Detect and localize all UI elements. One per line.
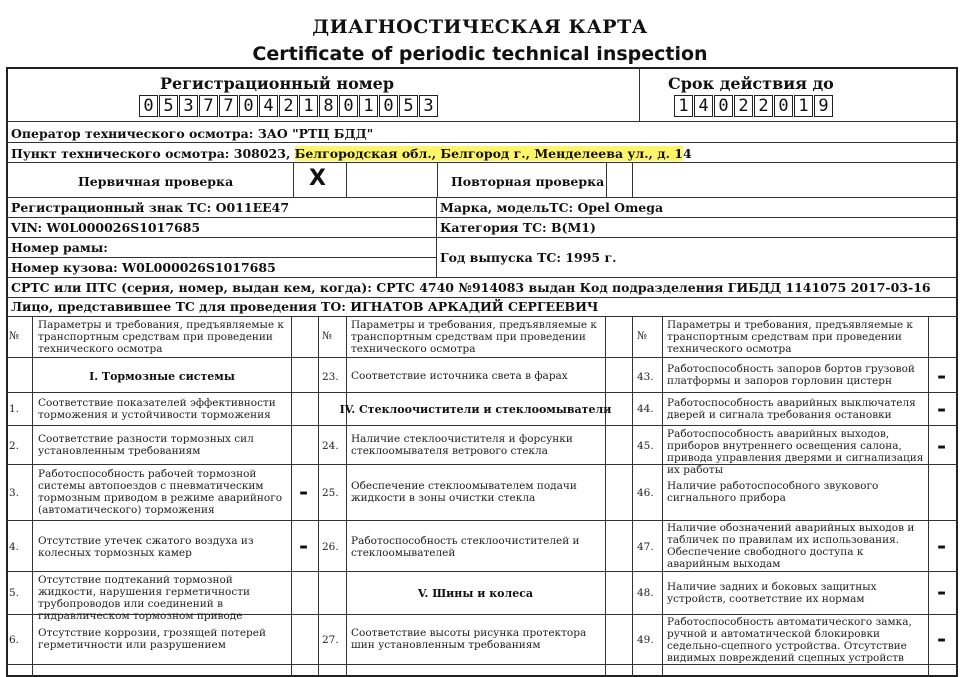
- title-en: Certificate of periodic technical inspection: [252, 43, 708, 65]
- row-text: Отсутствие подтеканий тормозной жидкости, нарушения герметичности трубопроводов или соединений в гидравлическом тормозном приводе: [38, 574, 251, 622]
- row-text: Наличие обозначений аварийных выходов и табличек по правилам их использования. Обеспечение свободного доступа к аварийным выходам: [667, 522, 915, 570]
- row-text: Наличие стеклоочистителя и форсунки стеклоомывателя ветрового стекла: [351, 433, 573, 457]
- operator-line: Оператор технического осмотра: ЗАО "РТЦ БДД": [11, 126, 374, 141]
- num-header: №: [322, 330, 332, 342]
- primary-check-mark: X: [309, 166, 326, 191]
- row-text: Соответствие высоты рисунка протектора шин установленным требованиям: [351, 627, 587, 651]
- result-mark: -: [299, 479, 309, 505]
- row-text: Наличие задних и боковых защитных устройств, соответствие их нормам: [667, 581, 877, 605]
- row-number: 25.: [322, 487, 339, 499]
- body-number: Номер кузова: W0L000026S1017685: [11, 260, 276, 275]
- frame-number: Номер рамы:: [11, 240, 108, 255]
- reg-digit: 5: [399, 95, 418, 117]
- date-digit: 1: [674, 95, 693, 117]
- row-number: 43.: [637, 371, 654, 383]
- reg-digit: 3: [179, 95, 198, 117]
- result-mark: -: [937, 533, 947, 559]
- row-text: Работоспособность аварийных выключателя дверей и сигнала требования остановки: [667, 397, 916, 421]
- row-text: Работоспособность стеклоочистителей и стеклоомывателей: [351, 535, 580, 559]
- reg-sign: Регистрационный знак ТС: О011ЕЕ47: [11, 200, 290, 215]
- row-text: Отсутствие утечек сжатого воздуха из колесных тормозных камер: [38, 535, 254, 559]
- reg-digit: 0: [339, 95, 358, 117]
- registration-number: [139, 95, 439, 117]
- param-header: Параметры и требования, предъявляемые к транспортным средствам при проведении технического осмотра: [351, 319, 597, 355]
- title-ru: ДИАГНОСТИЧЕСКАЯ КАРТА: [312, 16, 648, 38]
- reg-digit: 0: [379, 95, 398, 117]
- reg-digit: 2: [279, 95, 298, 117]
- result-mark: -: [937, 363, 947, 389]
- row-text: Работоспособность автоматического замка, ручной и автоматической блокировки седельно-сцепного устройства. Отсутствие видимых повреждений сцепных устройств: [667, 616, 912, 664]
- row-number: 48.: [637, 587, 654, 599]
- result-mark: -: [937, 579, 947, 605]
- row-number: 44.: [637, 403, 654, 415]
- row-number: 47.: [637, 541, 654, 553]
- row-text: Соответствие источника света в фарах: [351, 370, 568, 382]
- point-prefix: Пункт технического осмотра: 308023,: [11, 146, 295, 161]
- date-digit: 2: [754, 95, 773, 117]
- num-header: №: [9, 330, 19, 342]
- reg-digit: 0: [139, 95, 158, 117]
- vehicle-category: Категория ТС: B(M1): [440, 220, 596, 235]
- row-text: Наличие работоспособного звукового сигнального прибора: [667, 480, 879, 504]
- row-number: 6.: [9, 634, 20, 646]
- num-header: №: [637, 330, 647, 342]
- section-tires: V. Шины и колеса: [417, 587, 534, 600]
- date-digit: 4: [694, 95, 713, 117]
- manufacture-year: Год выпуска ТС: 1995 г.: [440, 250, 617, 265]
- registration-label: Регистрационный номер: [160, 74, 394, 93]
- row-text: Соответствие показателей эффективности торможения и устойчивости торможения: [38, 397, 276, 421]
- param-header: Параметры и требования, предъявляемые к транспортным средствам при проведении технического осмотра: [667, 319, 913, 355]
- row-number: 45.: [637, 440, 654, 452]
- date-digit: 9: [814, 95, 833, 117]
- reg-digit: 5: [159, 95, 178, 117]
- validity-label: Срок действия до: [668, 74, 834, 93]
- result-mark: -: [937, 396, 947, 422]
- repeat-check-label: Повторная проверка: [451, 174, 605, 189]
- reg-digit: 4: [259, 95, 278, 117]
- row-number: 49.: [637, 634, 654, 646]
- reg-digit: 1: [359, 95, 378, 117]
- result-mark: -: [937, 433, 947, 459]
- param-header: Параметры и требования, предъявляемые к транспортным средствам при проведении технического осмотра: [38, 319, 284, 355]
- row-number: 24.: [322, 440, 339, 452]
- row-number: 26.: [322, 541, 339, 553]
- section-wipers: IV. Стеклоочистители и стеклоомыватели: [339, 403, 612, 416]
- reg-digit: 1: [299, 95, 318, 117]
- row-number: 3.: [9, 487, 20, 499]
- reg-digit: 3: [419, 95, 438, 117]
- primary-check-label: Первичная проверка: [78, 174, 234, 189]
- row-number: 5.: [9, 587, 20, 599]
- srts-line: СРТС или ПТС (серия, номер, выдан кем, когда): СРТС 4740 №914083 выдан Код подразделения ГИБДД 1141075 2017-03-16: [11, 280, 931, 295]
- date-digit: 1: [794, 95, 813, 117]
- result-mark: -: [937, 626, 947, 652]
- row-number: 46.: [637, 487, 654, 499]
- point-suffix: 4: [683, 146, 692, 161]
- row-text: Работоспособность рабочей тормозной системы автопоездов с пневматическим тормозным приводом в режиме аварийного (автоматического) торможения: [38, 468, 283, 516]
- row-text: Соответствие разности тормозных сил установленным требованиям: [38, 433, 254, 457]
- row-text: Обеспечение стеклоомывателем подачи жидкости в зоны очистки стекла: [351, 480, 577, 504]
- make-model: Марка, модельТС: Opel Omega: [440, 200, 664, 215]
- row-number: 1.: [9, 403, 20, 415]
- inspection-point-line: [11, 146, 692, 161]
- row-number: 23.: [322, 371, 339, 383]
- validity-date: [674, 95, 834, 117]
- date-digit: 2: [734, 95, 753, 117]
- result-mark: -: [299, 533, 309, 559]
- row-number: 27.: [322, 634, 339, 646]
- row-number: 2.: [9, 440, 20, 452]
- row-number: 4.: [9, 541, 20, 553]
- section-brakes: I. Тормозные системы: [89, 370, 235, 383]
- date-digit: 0: [774, 95, 793, 117]
- row-text: Работоспособность запоров бортов грузовой платформы и запоров горловин цистерн: [667, 363, 915, 387]
- row-text: Отсутствие коррозии, грозящей потерей герметичности или разрушением: [38, 627, 266, 651]
- row-text: Работоспособность аварийных выходов, приборов внутреннего освещения салона, привода управления дверями и сигнализация их работы: [667, 428, 924, 476]
- point-address: Белгородская обл., Белгород г., Менделеева ул., д. 1: [294, 146, 683, 161]
- date-digit: 0: [714, 95, 733, 117]
- reg-digit: 8: [319, 95, 338, 117]
- reg-digit: 7: [219, 95, 238, 117]
- reg-digit: 0: [239, 95, 258, 117]
- person-line: Лицо, представившее ТС для проведения ТО: ИГНАТОВ АРКАДИЙ СЕРГЕЕВИЧ: [11, 299, 599, 314]
- reg-digit: 7: [199, 95, 218, 117]
- vin: VIN: W0L000026S1017685: [11, 220, 201, 235]
